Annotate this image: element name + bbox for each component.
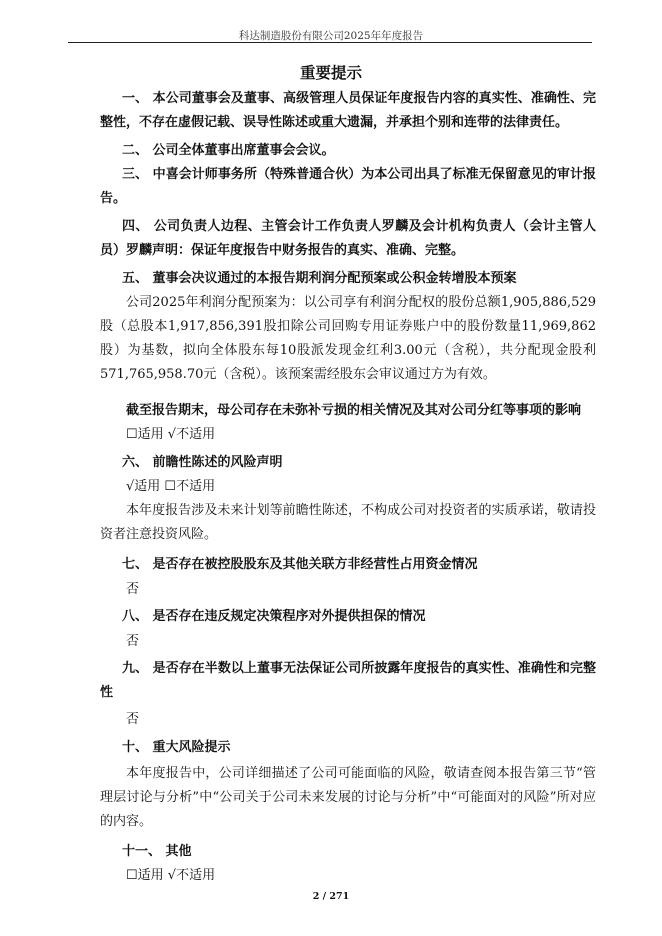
- page-number: 2 / 271: [312, 891, 350, 902]
- section-6-body: 本年度报告涉及未来计划等前瞻性陈述，不构成公司对投资者的实质承诺，敬请投资者注意投资风险。: [100, 503, 596, 542]
- section-6-applicability: √适用 ☐不适用: [126, 479, 216, 494]
- section-1: 一、 本公司董事会及董事、高级管理人员保证年度报告内容的真实性、准确性、完整性，不存在虚假记载、误导性陈述或重大遗漏，并承担个别和连带的法律责任。: [100, 91, 596, 130]
- section-5-body: 公司2025年利润分配预案为：以公司享有利润分配权的股份总额1,905,886,529股（总股本1,917,856,391股扣除公司回购专用证券账户中的股份数量11,969,862股）为基数，拟向全体股东每10股派发现金红利3.00元（含税），共分配现金股利571,765,958.70元（含税）。该预案需经股东会审议通过方为有效。: [100, 295, 596, 382]
- section-8-heading: 八、 是否存在违反规定决策程序对外提供担保的情况: [122, 609, 426, 624]
- section-9-answer: 否: [126, 712, 140, 727]
- section-10-body: 本年度报告中，公司详细描述了公司可能面临的风险，敬请查阅本报告第三节“管理层讨论与分析”中“公司关于公司未来发展的讨论与分析”中“可能面对的风险”所对应的内容。: [100, 766, 596, 829]
- section-7-answer: 否: [126, 582, 140, 597]
- section-10-heading: 十、 重大风险提示: [122, 740, 231, 755]
- section-8-answer: 否: [126, 634, 140, 649]
- section-3: 三、 中喜会计师事务所（特殊普通合伙）为本公司出具了标准无保留意见的审计报告。: [100, 167, 596, 206]
- section-5-applicability: ☐适用 √不适用: [126, 427, 216, 442]
- section-7-heading: 七、 是否存在被控股股东及其他关联方非经营性占用资金情况: [122, 557, 478, 572]
- section-6-heading: 六、 前瞻性陈述的风险声明: [122, 455, 283, 470]
- section-11-applicability: ☐适用 √不适用: [126, 868, 216, 883]
- page-title: 重要提示: [299, 64, 362, 82]
- section-9-heading: 九、 是否存在半数以上董事无法保证公司所披露年度报告的真实性、准确性和完整性: [100, 661, 596, 700]
- header-divider: [68, 42, 592, 43]
- section-11-heading: 十一、 其他: [122, 844, 192, 859]
- section-5-heading: 五、 董事会决议通过的本报告期利润分配预案或公积金转增股本预案: [122, 271, 517, 286]
- section-2: 二、 公司全体董事出席董事会会议。: [122, 143, 335, 158]
- section-5-subheading: 截至报告期末，母公司存在未弥补亏损的相关情况及其对公司分红等事项的影响: [126, 403, 582, 418]
- section-4: 四、 公司负责人边程、主管会计工作负责人罗麟及会计机构负责人（会计主管人员）罗麟声明：保证年度报告中财务报告的真实、准确、完整。: [100, 219, 596, 258]
- report-header-title: 科达制造股份有限公司2025年年度报告: [238, 30, 424, 42]
